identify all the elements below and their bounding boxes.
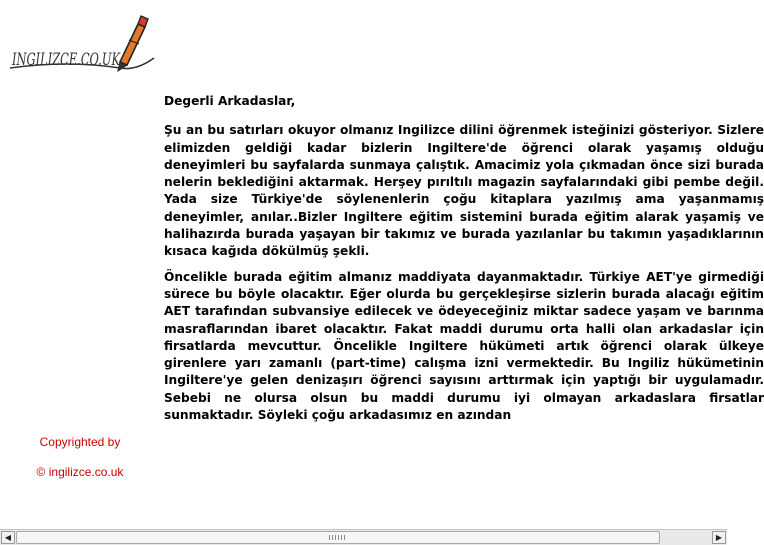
logo-graphic xyxy=(8,8,156,76)
copyright-site-link[interactable]: © ingilizce.co.uk xyxy=(36,465,124,479)
paragraph-1: Şu an bu satırları okuyor olmanız Ingilizce dilini öğrenmek isteğinizi gösteriyor. Sizlere elimizden geldiği kadar bizlerin Ingiltere'de öğrenci olarak yaşamış olduğu deneyimleri bu sayfalarda sunmaya çalıştık. Amacimiz yola çıkmadan önce sizi burada nelerin beklediğini aktarmak. Herşey pırıltılı magazin sayfalarındaki gibi pembe değil. Yada size Türkiye'de söylenenlerin çoğu kitaplara yazılmış ama yaşanmamış deneyimler, anılar..Bizler Ingiltere eğitim sistemini burada eğitim alarak yaşamiş ve halihazırda burada yaşayan bir takımız ve burada yazılanlar bu takımın yaşadıklarının kısaca kağıda dökülmüş şekli. xyxy=(164,123,764,259)
copyrighted-by-label: Copyrighted by xyxy=(39,435,121,449)
pen-icon xyxy=(118,16,148,71)
greeting: Degerli Arkadaslar, xyxy=(164,94,296,108)
scrollbar-thumb[interactable] xyxy=(16,531,660,544)
scroll-left-button[interactable] xyxy=(1,531,15,544)
arrow-left-icon: ◀ xyxy=(4,533,12,542)
horizontal-scrollbar[interactable] xyxy=(0,529,727,545)
scroll-right-button[interactable] xyxy=(712,531,726,544)
arrow-right-icon: ▶ xyxy=(715,533,723,542)
grip-icon xyxy=(329,535,347,540)
logo-text: INGILIZCE.CO.UK xyxy=(11,50,121,70)
article-body xyxy=(164,93,764,424)
paragraph-2: Öncelikle burada eğitim almanız maddiyata dayanmaktadır. Türkiye AET'ye girmediği sürece bu böyle olacaktır. Eğer olurda bu gerçekleşirse sizlerin burada alacağı eğitim AET tarafından subvansiye edilecek ve ödeyeceğiniz miktar sadece yaşam ve barınma masraflarından ibaret olacaktır. Fakat maddi durumu orta halli olan arkadaslar için firsatlarda mevcuttur. Öncelikle Ingiltere hükümeti artık öğrenci olarak ülkeye girenlere yarı zamanlı (part-time) calışma izni vermektedir. Bu Ingiliz hükümetinin Ingiltere'ye gelen denizaşırı öğrenci sayısını arttırmak için yaptığı bir uygulamadır. Sebebi ne olursa olsun bu maddi durumu iyi olmayan arkadaslara firsatlar sunmaktadır. Söyleki çoğu arkadasımız en azından xyxy=(164,269,764,423)
main-content xyxy=(164,93,764,423)
site-logo[interactable] xyxy=(8,8,156,76)
